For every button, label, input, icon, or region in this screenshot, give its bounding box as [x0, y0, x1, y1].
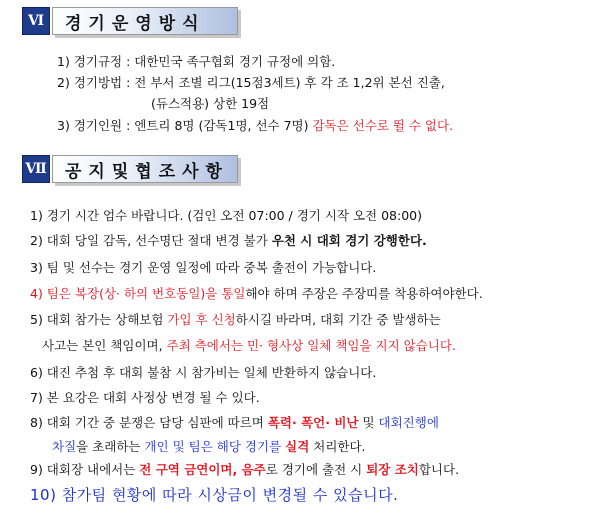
notice-blue-text: 대회진행에: [378, 415, 439, 430]
notice-red-bold: 퇴장 조치: [366, 462, 419, 477]
notice-red-text: 가입 후 신청: [167, 312, 236, 327]
notice-item-9: [30, 461, 459, 479]
notice-item-10: [30, 486, 398, 504]
notice-item-8: [30, 414, 439, 432]
notice-item-1: [30, 207, 422, 225]
rule-item-1: [57, 53, 335, 71]
section7-title: 공지및협조사항: [65, 161, 229, 182]
notice-item-8-cont: [52, 438, 366, 456]
notice-text: 5) 대회 참가는 상해보험: [30, 312, 168, 327]
notice-text: 및: [358, 415, 379, 430]
notice-text: 1) 경기 시간 엄수 바랍니다. (검인 오전 07:00 / 경기 시작 오전 08:00): [30, 208, 422, 223]
notice-item-5-cont: [42, 337, 456, 355]
notice-item-5: [30, 311, 441, 329]
notice-text: 사고는 본인 책임이며,: [42, 338, 167, 353]
notice-item-7: [30, 389, 260, 407]
notice-emphasis: 우천 시 대회 경기 강행한다.: [271, 233, 427, 248]
rule-text: (듀스적용) 상한 19점: [151, 96, 270, 111]
notice-item-4: [30, 285, 483, 303]
section7-title-bar: [52, 155, 238, 183]
notice-text: 2) 대회 당일 감독, 선수명단 절대 변경 불가: [30, 233, 272, 248]
notice-blue-text: 개인 및 팀은 해당 경기를: [144, 439, 282, 454]
notice-text: 을 초래하는: [76, 439, 145, 454]
rule-text: 대한민국 족구협회 경기 규정에 의함.: [134, 54, 336, 69]
notice-text: 하시길 바라며, 대회 기간 중 발생하는: [235, 312, 441, 327]
notice-item-6: [30, 364, 376, 382]
notice-red-bold: 전 구역 금연이며, 음주: [139, 462, 266, 477]
notice-text: 6) 대진 추첨 후 대회 불참 시 참가비는 일체 반환하지 않습니다.: [30, 365, 377, 380]
notice-item-3: [30, 259, 376, 277]
notice-text: 해야 하며 주장은 주장띠를 착용하여야한다.: [245, 286, 483, 301]
notice-text: 로 경기에 출전 시: [265, 462, 367, 477]
section6-number: Ⅵ: [22, 7, 50, 35]
notice-red-text: 4) 팀은 복장(상· 하의 번호동일)을 통일: [30, 286, 246, 301]
section7-number: Ⅶ: [22, 155, 50, 183]
rule-item-2-cont: [151, 95, 269, 113]
notice-text: 3) 팀 및 선수는 경기 운영 일정에 따라 중복 출전이 가능합니다.: [30, 260, 377, 275]
notice-blue-text: 차질: [52, 439, 77, 454]
notice-red-bold: 실격: [285, 439, 310, 454]
rule-warning: 감독은 선수로 뛸 수 없다.: [312, 118, 454, 133]
rule-label: 1) 경기규정 :: [57, 54, 135, 69]
notice-red-bold: 폭력· 폭언· 비난: [267, 415, 359, 430]
notice-red-text: 주최 측에서는 민· 형사상 일체 책임을 지지 않습니다.: [166, 338, 456, 353]
rule-text: 전 부서 조별 리그(15점3세트) 후 각 조 1,2위 본선 진출,: [134, 75, 445, 90]
notice-item-2: [30, 232, 427, 250]
notice-text: 9) 대회장 내에서는: [30, 462, 140, 477]
rule-item-2: [57, 74, 445, 92]
rule-text: 엔트리 8명 (감독1명, 선수 7명): [134, 118, 313, 133]
rule-label: 3) 경기인원 :: [57, 118, 135, 133]
notice-text: 8) 대회 기간 중 분쟁은 담당 심판에 따르며: [30, 415, 268, 430]
notice-text: 처리한다.: [309, 439, 366, 454]
notice-blue-text: 10) 참가팀 현황에 따라 시상금이 변경될 수 있습니다.: [30, 486, 399, 504]
section6-title-bar: [52, 7, 238, 35]
notice-text: 합니다.: [418, 462, 460, 477]
rule-item-3: [57, 117, 453, 135]
section6-title: 경기운영방식: [65, 13, 206, 34]
notice-text: 7) 본 요강은 대회 사정상 변경 될 수 있다.: [30, 390, 260, 405]
rule-label: 2) 경기방법 :: [57, 75, 135, 90]
